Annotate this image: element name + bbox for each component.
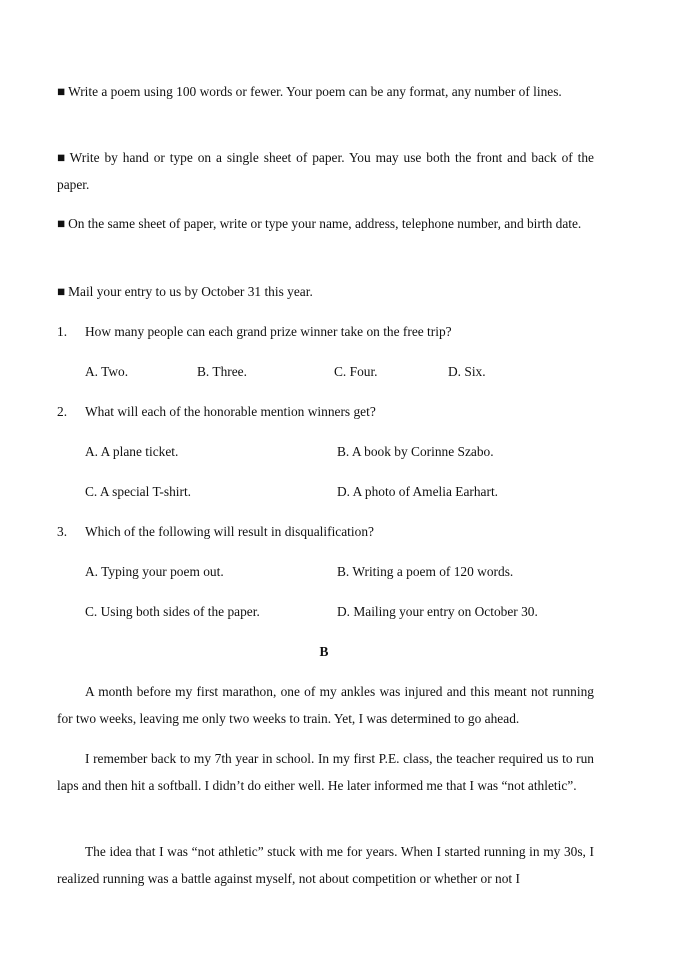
option-d: D. A photo of Amelia Earhart. [337, 484, 499, 499]
question-number: 1. [57, 324, 68, 339]
option-c: C. Using both sides of the paper. [85, 604, 260, 619]
rule-bullet-1 [57, 79, 594, 106]
question-text: Which of the following will result in disqualification? [85, 524, 374, 539]
question-number: 2. [57, 404, 68, 419]
option-b: B. A book by Corinne Szabo. [337, 444, 494, 459]
question-number: 3. [57, 524, 68, 539]
passage-paragraph-1: A month before my first marathon, one of my ankles was injured and this meant not running for two weeks, leaving me only two weeks to train. Yet, I was determined to go ahead. [57, 684, 594, 726]
rule-bullet-3 [57, 211, 594, 238]
option-b: B. Writing a poem of 120 words. [337, 564, 514, 579]
rule-bullet-2 [57, 145, 594, 198]
rule-bullet-text: On the same sheet of paper, write or type your name, address, telephone number, and birth date. [68, 216, 582, 231]
option-a: A. Two. [85, 364, 129, 379]
option-d: D. Six. [448, 364, 486, 379]
question-text: What will each of the honorable mention winners get? [85, 404, 376, 419]
option-c: C. A special T-shirt. [85, 484, 192, 499]
option-a: A. A plane ticket. [85, 444, 179, 459]
bullet-square-icon: ■ [57, 84, 66, 99]
passage-paragraph-3: The idea that I was “not athletic” stuck with me for years. When I started running in my 30s, I realized running was a battle against myself, not about competition or whether or not I [57, 844, 594, 886]
rule-bullet-4 [57, 279, 594, 306]
bullet-square-icon: ■ [57, 216, 66, 231]
rule-bullet-text: Write by hand or type on a single sheet of paper. You may use both the front and back of the paper. [57, 150, 594, 192]
option-b: B. Three. [197, 364, 247, 379]
passage-paragraph-2: I remember back to my 7th year in school. In my first P.E. class, the teacher required us to run laps and then hit a softball. I didn’t do either well. He later informed me that I was “not athletic”. [57, 751, 594, 793]
section-heading: B [319, 644, 329, 659]
bullet-square-icon: ■ [57, 284, 66, 299]
rule-bullet-text: Mail your entry to us by October 31 this year. [68, 284, 313, 299]
bullet-square-icon: ■ [57, 150, 67, 165]
rule-bullet-text: Write a poem using 100 words or fewer. Your poem can be any format, any number of lines. [68, 84, 562, 99]
option-c: C. Four. [334, 364, 378, 379]
option-a: A. Typing your poem out. [85, 564, 224, 579]
option-d: D. Mailing your entry on October 30. [337, 604, 538, 619]
question-text: How many people can each grand prize winner take on the free trip? [85, 324, 452, 339]
